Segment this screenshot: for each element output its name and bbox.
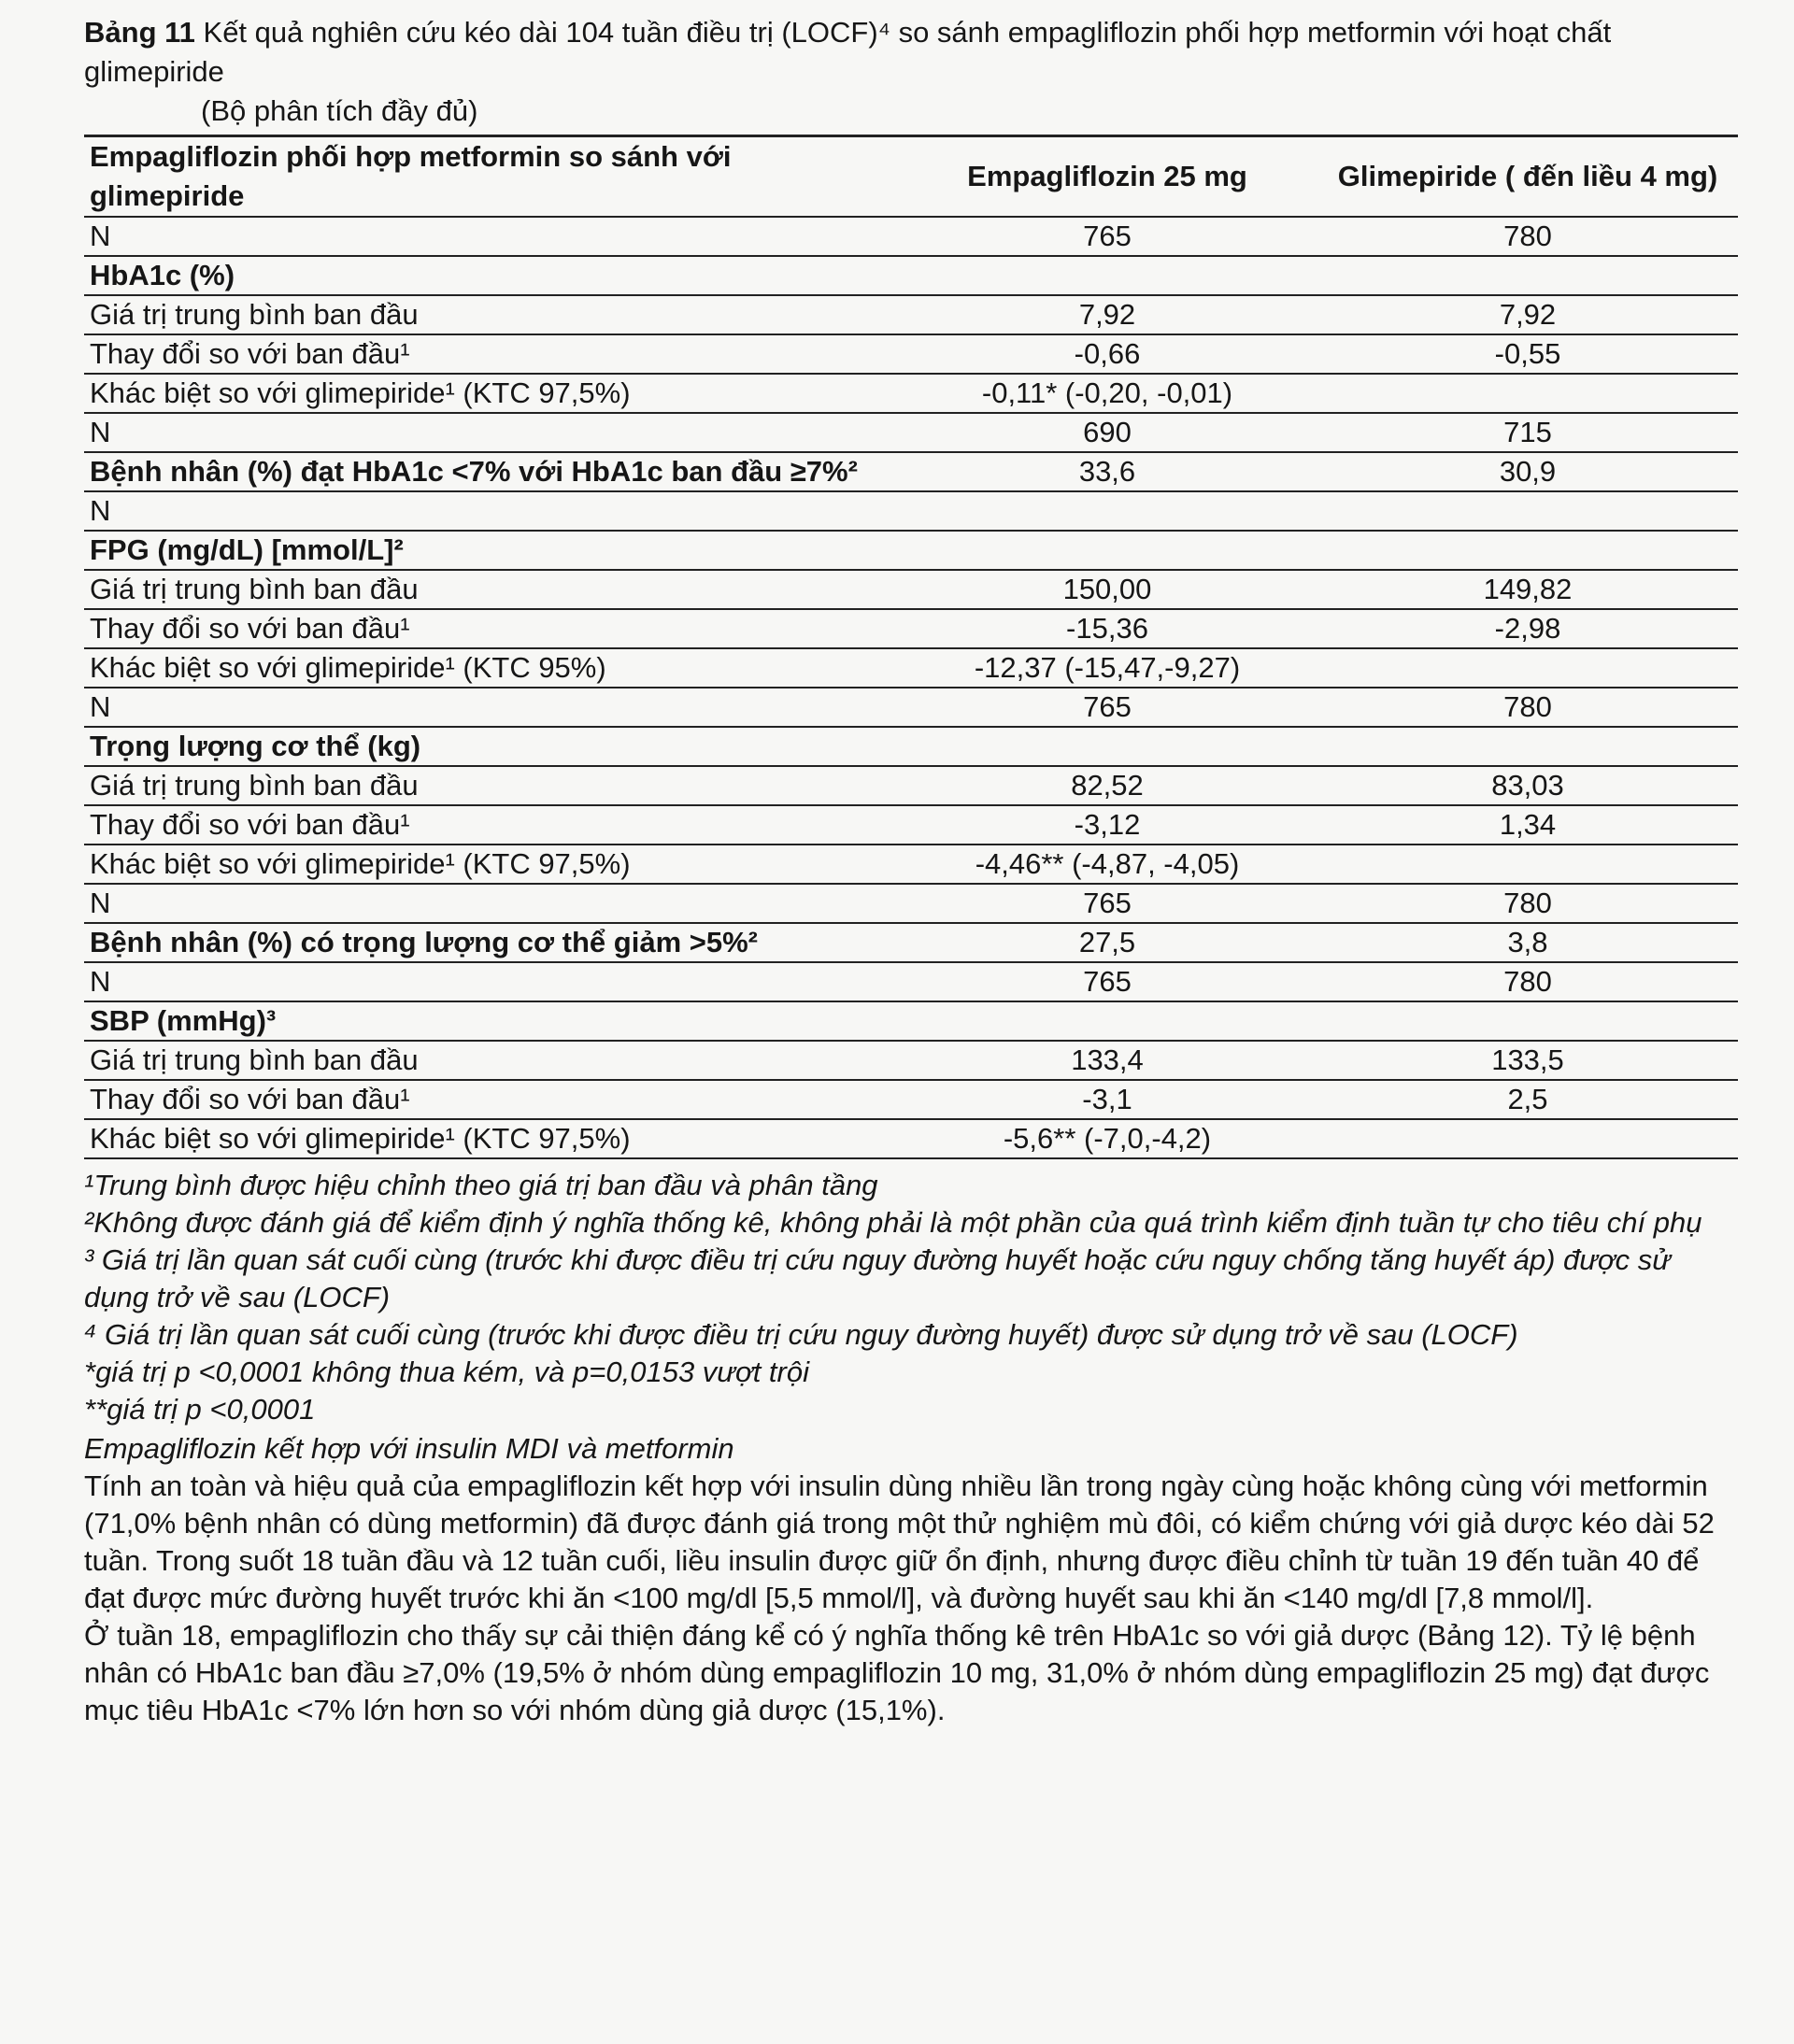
row-label: Bệnh nhân (%) có trọng lượng cơ thể giảm >5%² (84, 923, 897, 962)
row-label: Khác biệt so với glimepiride¹ (KTC 97,5%) (84, 845, 897, 884)
row-label: Khác biệt so với glimepiride¹ (KTC 97,5%) (84, 1119, 897, 1158)
caption-line1: Kết quả nghiên cứu kéo dài 104 tuần điều trị (LOCF)⁴ so sánh empagliflozin phối hợp metformin với hoạt chất glimepiride (84, 16, 1612, 88)
row-label: Thay đổi so với ban đầu¹ (84, 805, 897, 845)
glimepiride-value: 780 (1317, 962, 1738, 1001)
footnote-3: ³ Giá trị lần quan sát cuối cùng (trước khi được điều trị cứu nguy đường huyết hoặc cứu nguy chống tăng huyết áp) được sử dụng trở về sau (LOCF) (84, 1243, 1671, 1313)
glimepiride-value: 1,34 (1317, 805, 1738, 845)
empagliflozin-value: -3,12 (897, 805, 1317, 845)
table-row (84, 452, 1738, 491)
table-row (84, 1080, 1738, 1119)
glimepiride-value: 780 (1317, 884, 1738, 923)
glimepiride-value: 3,8 (1317, 923, 1738, 962)
glimepiride-value: 780 (1317, 217, 1738, 256)
table-caption (84, 13, 1738, 131)
empagliflozin-value: 765 (897, 962, 1317, 1001)
table-row (84, 962, 1738, 1001)
table-row (84, 805, 1738, 845)
glimepiride-value (1317, 531, 1738, 570)
footnote-star: *giá trị p <0,0001 không thua kém, và p=0,0153 vượt trội (84, 1356, 809, 1388)
empagliflozin-value: 33,6 (897, 452, 1317, 491)
section-title: Empagliflozin kết hợp với insulin MDI và metformin (84, 1432, 734, 1465)
table-row (84, 648, 1738, 688)
header-glimepiride: Glimepiride ( đến liều 4 mg) (1317, 136, 1738, 218)
empagliflozin-value (897, 1001, 1317, 1041)
row-label: N (84, 491, 897, 531)
glimepiride-value: 83,03 (1317, 766, 1738, 805)
row-label: SBP (mmHg)³ (84, 1001, 897, 1041)
empagliflozin-value: 82,52 (897, 766, 1317, 805)
empagliflozin-value: 150,00 (897, 570, 1317, 609)
table-header-row (84, 136, 1738, 218)
row-label: Trọng lượng cơ thể (kg) (84, 727, 897, 766)
footnotes (84, 1167, 1738, 1428)
empagliflozin-value (897, 531, 1317, 570)
table-row (84, 570, 1738, 609)
section-paragraph-1: Tính an toàn và hiệu quả của empagliflozin kết hợp với insulin dùng nhiều lần trong ngày cùng hoặc không cùng với metformin (71,0% bệnh nhân có dùng metformin) đã được đánh giá trong một thử nghiệm mù đôi, có kiểm chứng với giả dược kéo dài 52 tuần. Trong suốt 18 tuần đầu và 12 tuần cuối, liều insulin được giữ ổn định, nhưng được điều chỉnh từ tuần 19 đến tuần 40 để đạt được mức đường huyết trước khi ăn <100 mg/dl [5,5 mmol/l], và đường huyết sau khi ăn <140 mg/dl [7,8 mmol/l]. (84, 1469, 1715, 1614)
empagliflozin-value: -4,46** (-4,87, -4,05) (897, 845, 1317, 884)
empagliflozin-value (897, 727, 1317, 766)
row-label: Khác biệt so với glimepiride¹ (KTC 97,5%) (84, 374, 897, 413)
empagliflozin-value: 27,5 (897, 923, 1317, 962)
footnote-1: ¹Trung bình được hiệu chỉnh theo giá trị ban đầu và phân tầng (84, 1169, 878, 1201)
row-label: Thay đổi so với ban đầu¹ (84, 334, 897, 374)
glimepiride-value: 133,5 (1317, 1041, 1738, 1080)
table-row (84, 766, 1738, 805)
table-row (84, 1119, 1738, 1158)
header-empagliflozin: Empagliflozin 25 mg (897, 136, 1317, 218)
table-label: Bảng 11 (84, 16, 195, 49)
table-row (84, 688, 1738, 727)
row-label: N (84, 962, 897, 1001)
section-paragraph-2: Ở tuần 18, empagliflozin cho thấy sự cải thiện đáng kể có ý nghĩa thống kê trên HbA1c so với giả dược (Bảng 12). Tỷ lệ bệnh nhân có HbA1c ban đầu ≥7,0% (19,5% ở nhóm dùng empagliflozin 10 mg, 31,0% ở nhóm dùng empagliflozin 25 mg) đạt được mục tiêu HbA1c <7% lớn hơn so với nhóm dùng giả dược (15,1%). (84, 1619, 1710, 1726)
glimepiride-value: 149,82 (1317, 570, 1738, 609)
glimepiride-value: 2,5 (1317, 1080, 1738, 1119)
glimepiride-value: 715 (1317, 413, 1738, 452)
row-label: Bệnh nhân (%) đạt HbA1c <7% với HbA1c ban đầu ≥7%² (84, 452, 897, 491)
empagliflozin-value: -12,37 (-15,47,-9,27) (897, 648, 1317, 688)
empagliflozin-value: 765 (897, 217, 1317, 256)
table-row (84, 334, 1738, 374)
row-label: Giá trị trung bình ban đầu (84, 1041, 897, 1080)
row-label: FPG (mg/dL) [mmol/L]² (84, 531, 897, 570)
table-row (84, 531, 1738, 570)
glimepiride-value (1317, 374, 1738, 413)
empagliflozin-value: -5,6** (-7,0,-4,2) (897, 1119, 1317, 1158)
row-label: HbA1c (%) (84, 256, 897, 295)
empagliflozin-value: -0,66 (897, 334, 1317, 374)
glimepiride-value (1317, 1001, 1738, 1041)
row-label: N (84, 884, 897, 923)
table-row (84, 413, 1738, 452)
empagliflozin-value: -0,11* (-0,20, -0,01) (897, 374, 1317, 413)
row-label: Thay đổi so với ban đầu¹ (84, 609, 897, 648)
document-page (84, 13, 1738, 1729)
glimepiride-value (1317, 648, 1738, 688)
glimepiride-value (1317, 256, 1738, 295)
glimepiride-value: -0,55 (1317, 334, 1738, 374)
table-row (84, 491, 1738, 531)
empagliflozin-value (897, 256, 1317, 295)
row-label: N (84, 217, 897, 256)
row-label: Giá trị trung bình ban đầu (84, 570, 897, 609)
row-label: Thay đổi so với ban đầu¹ (84, 1080, 897, 1119)
empagliflozin-value: -3,1 (897, 1080, 1317, 1119)
glimepiride-value: 30,9 (1317, 452, 1738, 491)
footnote-2: ²Không được đánh giá để kiểm định ý nghĩa thống kê, không phải là một phần của quá trình kiểm định tuần tự cho tiêu chí phụ (84, 1206, 1702, 1239)
table-row (84, 609, 1738, 648)
empagliflozin-value: 7,92 (897, 295, 1317, 334)
glimepiride-value: -2,98 (1317, 609, 1738, 648)
glimepiride-value (1317, 727, 1738, 766)
empagliflozin-value: 133,4 (897, 1041, 1317, 1080)
table-row (84, 295, 1738, 334)
empagliflozin-value (897, 491, 1317, 531)
empagliflozin-value: -15,36 (897, 609, 1317, 648)
caption-line2: (Bộ phân tích đầy đủ) (201, 94, 478, 127)
header-comparison: Empagliflozin phối hợp metformin so sánh với glimepiride (84, 136, 897, 218)
empagliflozin-value: 690 (897, 413, 1317, 452)
row-label: Giá trị trung bình ban đầu (84, 295, 897, 334)
table-row (84, 1001, 1738, 1041)
row-label: Khác biệt so với glimepiride¹ (KTC 95%) (84, 648, 897, 688)
glimepiride-value (1317, 491, 1738, 531)
row-label: Giá trị trung bình ban đầu (84, 766, 897, 805)
glimepiride-value (1317, 1119, 1738, 1158)
row-label: N (84, 413, 897, 452)
results-table (84, 135, 1738, 1159)
empagliflozin-value: 765 (897, 884, 1317, 923)
table-row (84, 845, 1738, 884)
table-row (84, 256, 1738, 295)
footnote-double-star: **giá trị p <0,0001 (84, 1393, 316, 1426)
row-label: N (84, 688, 897, 727)
footnote-4: ⁴ Giá trị lần quan sát cuối cùng (trước khi được điều trị cứu nguy đường huyết) được sử dụng trở về sau (LOCF) (84, 1318, 1518, 1351)
table-row (84, 374, 1738, 413)
table-row (84, 923, 1738, 962)
table-row (84, 727, 1738, 766)
table-row (84, 1041, 1738, 1080)
table-row (84, 217, 1738, 256)
empagliflozin-value: 765 (897, 688, 1317, 727)
glimepiride-value: 7,92 (1317, 295, 1738, 334)
glimepiride-value: 780 (1317, 688, 1738, 727)
glimepiride-value (1317, 845, 1738, 884)
table-row (84, 884, 1738, 923)
